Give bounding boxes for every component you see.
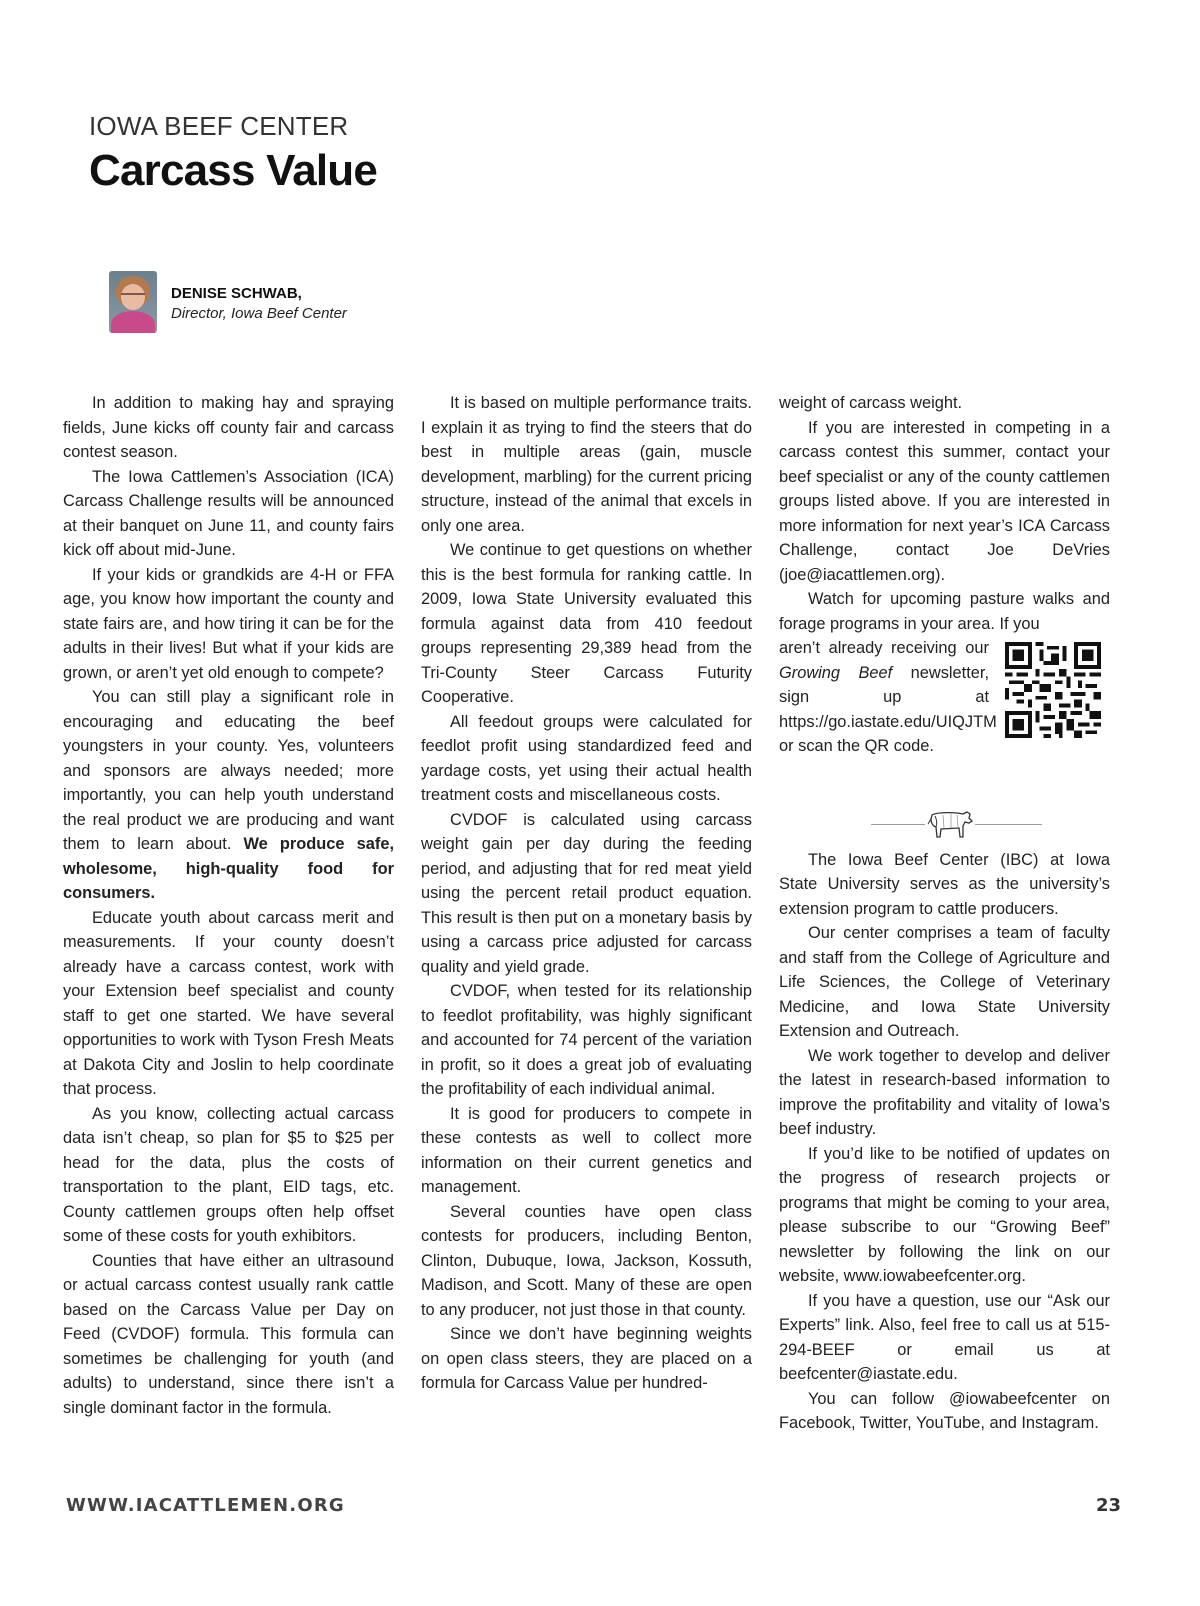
paragraph <box>63 685 394 906</box>
author-byline <box>109 271 469 335</box>
paragraph: Watch for upcoming pasture walks and forage programs in your area. If you <box>779 590 1110 633</box>
article-title: Carcass Value <box>89 146 378 195</box>
qr-code-icon[interactable] <box>1005 642 1101 738</box>
paragraph: We work together to develop and deliver the latest in research-based information to improve the profitability and vitality of Iowa’s beef industry. <box>779 1046 1110 1138</box>
section-divider <box>779 806 1110 844</box>
paragraph: All feedout groups were calculated for feedlot profit using standardized feed and yardage costs, yet using their actual health treatment costs and miscellaneous costs. <box>421 712 752 804</box>
paragraph: The Iowa Cattlemen’s Association (ICA) Carcass Challenge results will be announced at their banquet on June 11, and county fairs kick off about mid-June. <box>63 467 394 559</box>
column-2 <box>421 391 752 1396</box>
page-number: 23 <box>1096 1495 1122 1516</box>
author-role: Director, Iowa Beef Center <box>171 305 347 322</box>
paragraph: Several counties have open class contests for producers, including Benton, Clinton, Dubuque, Iowa, Jackson, Kossuth, Madison, and Scott. Many of these are open to any producer, not just those in that county. <box>421 1202 752 1319</box>
paragraph: If you have a question, use our “Ask our Experts” link. Also, feel free to call us at 515-294-BEEF or email us at beefcenter@iastate.edu. <box>779 1291 1110 1383</box>
author-name: DENISE SCHWAB, <box>171 285 302 302</box>
paragraph <box>779 636 997 759</box>
paragraph: If you are interested in competing in a carcass contest this summer, contact your beef specialist or any of the county cattlemen groups listed above. If you are interested in more information for next year’s ICA Carcass Challenge, contact Joe DeVries (joe@iacattlemen.org). <box>779 418 1110 584</box>
column-3 <box>779 391 1110 1436</box>
paragraph: It is based on multiple performance traits. I explain it as trying to find the steers that do best in multiple areas (gain, muscle development, marbling) for the current pricing structure, instead of the animal that excels in only one area. <box>421 394 752 535</box>
paragraph: As you know, collecting actual carcass data isn’t cheap, so plan for $5 to $25 per head for the data, plus the costs of transportation to the plant, EID tags, etc. County cattlemen groups often help offset some of these costs for youth exhibitors. <box>63 1104 394 1245</box>
paragraph: weight of carcass weight. <box>779 394 963 412</box>
paragraph: Since we don’t have beginning weights on open class steers, they are placed on a formula for Carcass Value per hundred- <box>421 1325 752 1392</box>
paragraph: The Iowa Beef Center (IBC) at Iowa State University serves as the university’s extension program to cattle producers. <box>779 850 1110 918</box>
bold-statement: We produce safe, wholesome, high-quality food for consumers. <box>63 835 394 902</box>
newsletter-signup <box>779 636 1110 759</box>
paragraph: It is good for producers to compete in these contests as well to collect more information on their current genetics and management. <box>421 1104 752 1196</box>
newsletter-name: Growing Beef <box>779 663 893 682</box>
paragraph: Our center comprises a team of faculty and staff from the College of Agriculture and Life Sciences, the College of Veterinary Medicine, and Iowa State University Extension and Outreach. <box>779 924 1110 1040</box>
paragraph: You can follow @iowabeefcenter on Facebook, Twitter, YouTube, and Instagram. <box>779 1389 1110 1432</box>
paragraph: Counties that have either an ultrasound or actual carcass contest usually rank cattle based on the Carcass Value per Day on Feed (CVDOF) formula. This formula can sometimes be challenging for youth (and adults) to understand, since there isn’t a single dominant factor in the formula. <box>63 1251 394 1417</box>
paragraph: If you’d like to be notified of updates on the progress of research projects or programs that might be coming to your area, please subscribe to our “Growing Beef” newsletter by following the link on our website, www.iowabeefcenter.org. <box>779 1144 1110 1285</box>
column-1 <box>63 391 394 1420</box>
paragraph-text: You can still play a significant role in encouraging and educating the beef youngsters in your county. Yes, volunteers and sponsors are always needed; more importantly, you can help youth understand the real product we are producing and want them to learn about. <box>63 688 394 853</box>
cow-icon <box>925 806 975 842</box>
paragraph: CVDOF, when tested for its relationship to feedlot profitability, was highly significant and accounted for 74 percent of the variation in profit, so it does a great job of evaluating the profitability of each individual animal. <box>421 982 752 1098</box>
paragraph: We continue to get questions on whether this is the best formula for ranking cattle. In 2009, Iowa State University evaluated this formula against data from 410 feedout groups representing 29,389 head from the Tri-County Steer Carcass Futurity Cooperative. <box>421 541 752 706</box>
footer-url: WWW.IACATTLEMEN.ORG <box>66 1495 345 1516</box>
paragraph: In addition to making hay and spraying fields, June kicks off county fair and carcass contest season. <box>63 394 394 461</box>
paragraph: Educate youth about carcass merit and measurements. If your county doesn’t already have a carcass contest, work with your Extension beef specialist and county staff to get one started. We have several opportunities to work with Tyson Fresh Meats at Dakota City and Joslin to help coordinate that process. <box>63 908 394 1098</box>
section-kicker: IOWA BEEF CENTER <box>89 111 349 141</box>
paragraph-text: aren’t already receiving our <box>779 639 989 657</box>
author-photo <box>109 271 157 333</box>
paragraph: CVDOF is calculated using carcass weight gain per day during the feeding period, and adjusting that for red meat yield using the percent retail product equation. This result is then put on a monetary basis by using a carcass price adjusted for carcass quality and yield grade. <box>421 810 752 976</box>
paragraph-text: newsletter, sign up at https://go.iastate.edu/UIQJTM or scan the QR code. <box>779 663 997 755</box>
paragraph: If your kids or grandkids are 4-H or FFA age, you know how important the county and state fairs are, and how tiring it can be for the adults in their lives! But what if your kids are grown, or aren’t yet old enough to compete? <box>63 565 394 682</box>
